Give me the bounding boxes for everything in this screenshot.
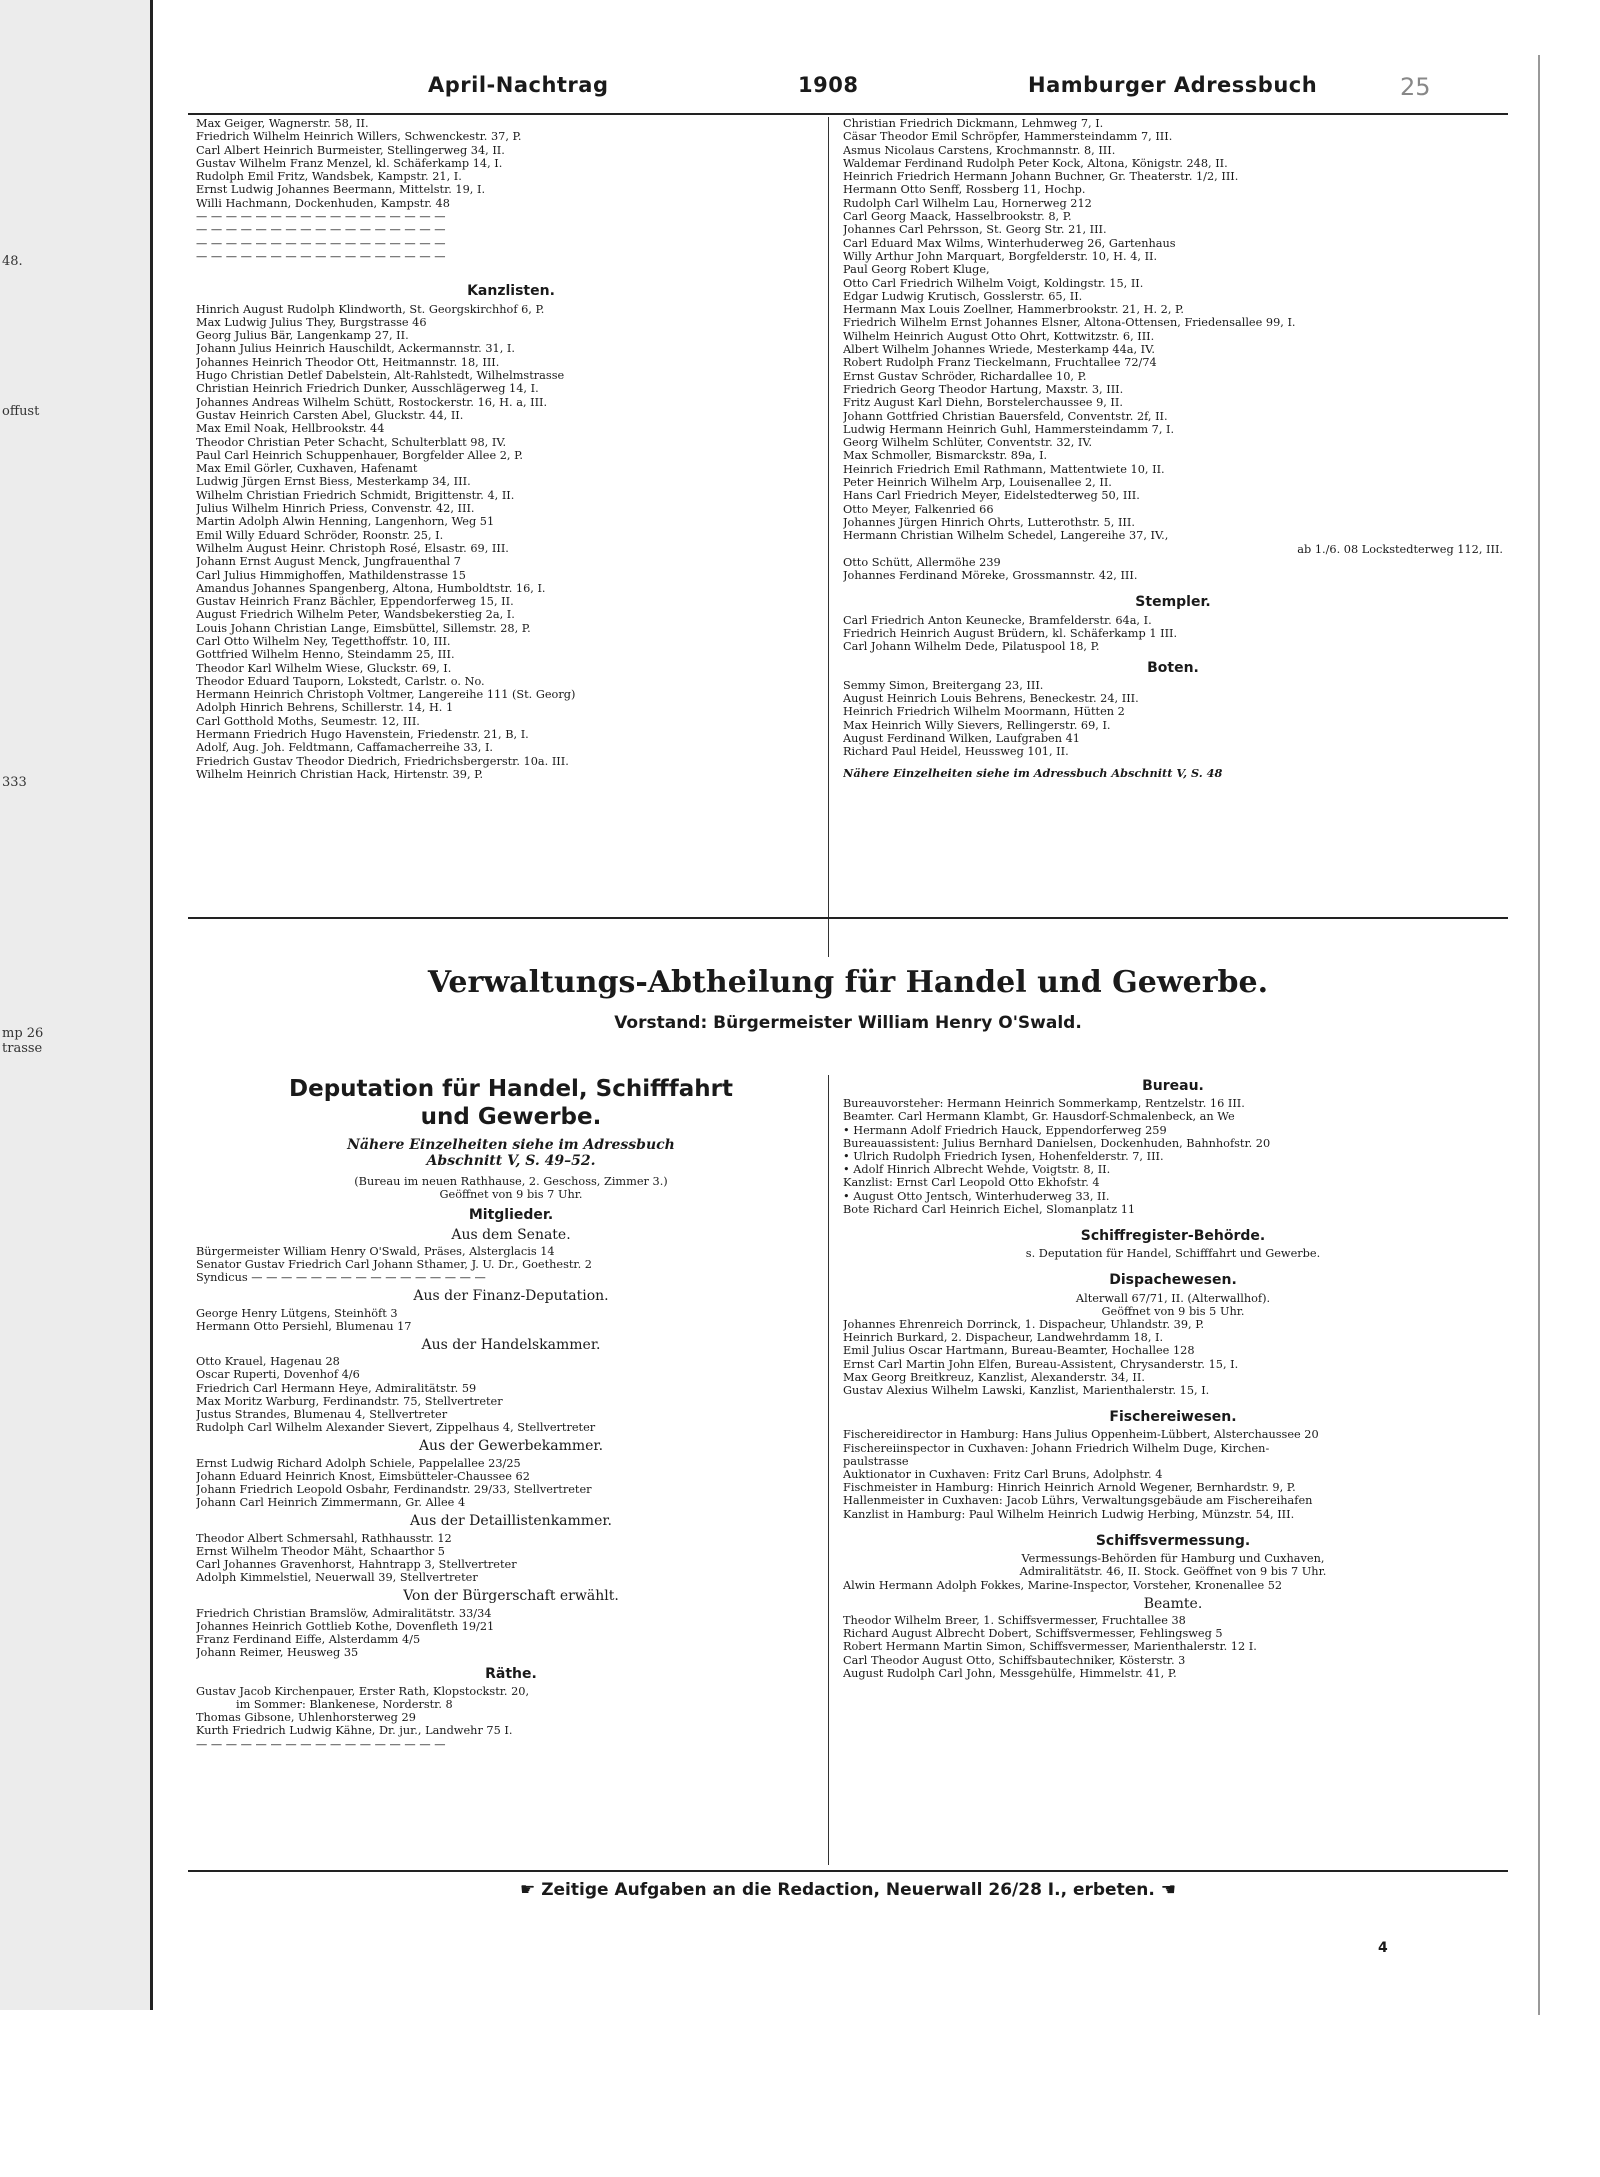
member-group-heading: Von der Bürgerschaft erwählt. [403, 1588, 619, 1605]
list-item: Max Emil Noak, Hellbrookstr. 44 [196, 422, 385, 436]
header-rule [188, 113, 1508, 115]
list-item: Adolph Kimmelstiel, Neuerwall 39, Stellvertreter [196, 1571, 478, 1585]
list-item: August Heinrich Louis Behrens, Beneckestr. 24, III. [843, 692, 1139, 706]
schiffsregister-heading: Schiffregister-Behörde. [1080, 1228, 1266, 1245]
deputation-title: Deputation für Handel, Schifffahrt [289, 1076, 733, 1102]
list-item: Ernst Wilhelm Theodor Mäht, Schaarthor 5 [196, 1544, 445, 1558]
office-location: (Bureau im neuen Rathhause, 2. Geschoss, Zimmer 3.) [354, 1175, 668, 1188]
dispache-heading: Dispachewesen. [1109, 1272, 1237, 1289]
adjacent-page-fragment: offust [2, 404, 40, 419]
list-item: Gustav Jacob Kirchenpauer, Erster Rath, Klopstockstr. 20, [196, 1684, 530, 1698]
list-item: Carl Eduard Max Wilms, Winterhuderweg 26, Gartenhaus [843, 236, 1176, 250]
list-item: Willi Hachmann, Dockenhuden, Kampstr. 48 [196, 196, 450, 210]
list-item: Max Emil Görler, Cuxhaven, Hafenamt [196, 462, 418, 476]
list-item: Hallenmeister in Cuxhaven: Jacob Lührs, Verwaltungsgebäude am Fischereihafen [843, 1494, 1313, 1508]
list-item: Otto Carl Friedrich Wilhelm Voigt, Koldingstr. 15, II. [843, 276, 1144, 290]
list-item: Gustav Wilhelm Franz Menzel, kl. Schäferkamp 14, I. [196, 156, 503, 170]
kanzlisten-heading: Kanzlisten. [467, 283, 555, 300]
list-item: Hermann Otto Persiehl, Blumenau 17 [196, 1319, 412, 1333]
list-item: Max Ludwig Julius They, Burgstrasse 46 [196, 315, 427, 329]
list-item: Johann Carl Heinrich Zimmermann, Gr. Allee 4 [196, 1496, 466, 1510]
dash-line: — — — — — — — — — — — — — — — — — [196, 1737, 446, 1751]
dash-line: — — — — — — — — — — — — — — — — — [196, 223, 446, 237]
bottom-left-column [196, 1075, 826, 1751]
list-item: Friedrich Georg Theodor Hartung, Maxstr. 3, III. [843, 382, 1124, 396]
list-item: Adolf, Aug. Joh. Feldtmann, Caffamacherreihe 33, I. [196, 741, 494, 755]
vermessung-intro: Admiralitätstr. 46, II. Stock. Geöffnet von 9 bis 7 Uhr. [1019, 1565, 1327, 1579]
beamte-list [843, 1614, 1503, 1680]
list-item: Gustav Heinrich Carsten Abel, Gluckstr. 44, II. [196, 408, 464, 422]
list-item: Carl Johannes Gravenhorst, Hahntrapp 3, Stellvertreter [196, 1558, 517, 1572]
section-rule [188, 917, 1508, 919]
top-right-list [843, 117, 1503, 543]
section-title: Verwaltungs-Abtheilung für Handel und Gewerbe. [427, 965, 1269, 1000]
deputation-title-line2: und Gewerbe. [420, 1104, 602, 1130]
list-item: Bureauassistent: Julius Bernhard Danielsen, Dockenhuden, Bahnhofstr. 20 [843, 1136, 1271, 1150]
list-item: August Rudolph Carl John, Messgehülfe, Himmelstr. 41, P. [843, 1666, 1177, 1680]
list-item: Hermann Christian Wilhelm Schedel, Langereihe 37, IV., [843, 529, 1169, 543]
office-hours: Geöffnet von 9 bis 7 Uhr. [439, 1188, 583, 1202]
deputation-reference-line: Nähere Einzelheiten siehe im Adressbuch [347, 1137, 675, 1153]
list-item: Heinrich Friedrich Wilhelm Moormann, Hütten 2 [843, 705, 1125, 719]
list-item: Christian Friedrich Dickmann, Lehmweg 7, I. [843, 117, 1104, 130]
list-item: • Hermann Adolf Friedrich Hauck, Eppendorferweg 259 [843, 1123, 1167, 1137]
list-item: Ernst Carl Martin John Elfen, Bureau-Assistent, Chrysanderstr. 15, I. [843, 1357, 1239, 1371]
list-item: Louis Johann Christian Lange, Eimsbüttel, Sillemstr. 28, P. [196, 621, 531, 635]
header-year: 1908 [798, 73, 859, 97]
list-item: Wilhelm Heinrich August Otto Ohrt, Kottwitzstr. 6, III. [843, 329, 1155, 343]
list-item: Johann Julius Heinrich Hauschildt, Ackermannstr. 31, I. [196, 342, 515, 356]
list-item: Johannes Andreas Wilhelm Schütt, Rostockerstr. 16, H. a, III. [196, 395, 548, 409]
list-item: Friedrich Carl Hermann Heye, Admiralitätstr. 59 [196, 1381, 477, 1395]
list-item: • Ulrich Rudolph Friedrich Iysen, Hohenfelderstr. 7, III. [843, 1150, 1164, 1164]
list-item: Theodor Karl Wilhelm Wiese, Gluckstr. 69, I. [196, 661, 452, 675]
list-item: Theodor Wilhelm Breer, 1. Schiffsvermesser, Fruchtallee 38 [843, 1613, 1186, 1627]
dispache-hours: Geöffnet von 9 bis 5 Uhr. [1101, 1304, 1245, 1318]
list-item: George Henry Lütgens, Steinhöft 3 [196, 1306, 398, 1320]
kanzlisten-list [196, 303, 826, 782]
list-item: • Adolf Hinrich Albrecht Wehde, Voigtstr. 8, II. [843, 1163, 1111, 1177]
list-item: Johannes Heinrich Theodor Ott, Heitmannstr. 18, III. [196, 355, 500, 369]
list-item: Ernst Gustav Schröder, Richardallee 10, P. [843, 369, 1087, 383]
list-item: Johann Eduard Heinrich Knost, Eimsbütteler-Chaussee 62 [196, 1469, 530, 1483]
dash-line: — — — — — — — — — — — — — — — — — [196, 249, 446, 263]
list-item: Robert Rudolph Franz Tieckelmann, Fruchtallee 72/74 [843, 356, 1157, 370]
dash-line: — — — — — — — — — — — — — — — — — [196, 210, 446, 224]
list-item: paulstrasse [843, 1454, 909, 1468]
list-item: Kanzlist in Hamburg: Paul Wilhelm Heinrich Ludwig Herbing, Münzstr. 54, III. [843, 1507, 1295, 1521]
list-item: Cäsar Theodor Emil Schröpfer, Hammersteindamm 7, III. [843, 130, 1173, 144]
list-item: Johann Friedrich Leopold Osbahr, Ferdinandstr. 29/33, Stellvertreter [196, 1483, 592, 1497]
list-item: Carl Johann Wilhelm Dede, Pilatuspool 18, P. [843, 640, 1100, 654]
list-item: Hermann Max Louis Zoellner, Hammerbrookstr. 21, H. 2, P. [843, 303, 1184, 317]
list-item: August Ferdinand Wilken, Laufgraben 41 [843, 732, 1080, 746]
vermessung-head: Alwin Hermann Adolph Fokkes, Marine-Inspector, Vorsteher, Kronenallee 52 [843, 1578, 1283, 1592]
deputation-reference [196, 1137, 826, 1169]
list-item: Friedrich Wilhelm Heinrich Willers, Schwenckestr. 37, P. [196, 130, 522, 144]
running-header [158, 73, 1538, 109]
schiffsregister-note: s. Deputation für Handel, Schifffahrt und Gewerbe. [1025, 1247, 1321, 1261]
boten-heading: Boten. [1147, 659, 1199, 676]
column-divider [828, 117, 829, 957]
list-item: Bürgermeister William Henry O'Swald, Präses, Alsterglacis 14 [196, 1244, 555, 1258]
member-group-heading: Aus dem Senate. [451, 1226, 571, 1243]
deputation-reference-line: Abschnitt V, S. 49–52. [426, 1153, 596, 1169]
fischerei-heading: Fischereiwesen. [1109, 1409, 1237, 1426]
list-item: Johannes Heinrich Gottlieb Kothe, Dovenfleth 19/21 [196, 1619, 495, 1633]
list-item: Max Schmoller, Bismarckstr. 89a, I. [843, 449, 1048, 463]
adjacent-page-fragment: 333 [2, 775, 27, 790]
list-item: Senator Gustav Friedrich Carl Johann Sthamer, J. U. Dr., Goethestr. 2 [196, 1258, 592, 1272]
list-item: Carl Gotthold Moths, Seumestr. 12, III. [196, 714, 420, 728]
list-item: Paul Georg Robert Kluge, [843, 263, 990, 277]
list-item: Paul Carl Heinrich Schuppenhauer, Borgfelder Allee 2, P. [196, 448, 524, 462]
adjacent-page-edge [0, 0, 153, 2010]
pencil-page-mark: 25 [1400, 73, 1431, 101]
member-group-heading: Aus der Detaillistenkammer. [410, 1513, 612, 1530]
bottom-right-column [843, 1080, 1503, 1680]
dispache-list [843, 1318, 1503, 1397]
list-item: Kanzlist: Ernst Carl Leopold Otto Ekhofstr. 4 [843, 1176, 1100, 1190]
vermessung-intro: Vermessungs-Behörden für Hamburg und Cuxhaven, [1021, 1552, 1325, 1566]
list-item: Amandus Johannes Spangenberg, Altona, Humboldtstr. 16, I. [196, 581, 546, 595]
list-item: Georg Wilhelm Schlüter, Conventstr. 32, IV. [843, 436, 1093, 450]
list-item: Carl Julius Himmighoffen, Mathildenstrasse 15 [196, 568, 466, 582]
list-item: Theodor Eduard Tauporn, Lokstedt, Carlstr. o. No. [196, 674, 485, 688]
list-item: Max Moritz Warburg, Ferdinandstr. 75, Stellvertreter [196, 1394, 503, 1408]
list-item: Wilhelm August Heinr. Christoph Rosé, Elsastr. 69, III. [196, 541, 509, 555]
list-item: Johann Reimer, Heusweg 35 [196, 1646, 359, 1660]
page-number: 4 [1378, 1940, 1388, 1956]
bureau-list [843, 1097, 1503, 1216]
list-item: Hermann Otto Senff, Rossberg 11, Hochp. [843, 183, 1086, 197]
list-item: Martin Adolph Alwin Henning, Langenhorn, Weg 51 [196, 515, 495, 529]
list-item: Rudolph Emil Fritz, Wandsbek, Kampstr. 21, I. [196, 170, 462, 184]
member-groups [196, 1226, 826, 1660]
list-item: Willy Arthur John Marquart, Borgfelderstr. 10, H. 4, II. [843, 249, 1158, 263]
list-item: Semmy Simon, Breitergang 23, III. [843, 678, 1044, 692]
list-item: Edgar Ludwig Krutisch, Gosslerstr. 65, II. [843, 289, 1083, 303]
list-item: Max Heinrich Willy Sievers, Rellingerstr. 69, I. [843, 718, 1111, 732]
list-item: Peter Heinrich Wilhelm Arp, Louisenallee 2, II. [843, 476, 1112, 490]
raethe-heading: Räthe. [485, 1665, 537, 1682]
top-left-column [196, 117, 826, 781]
list-item: Thomas Gibsone, Uhlenhorsterweg 29 [196, 1711, 416, 1725]
bureau-heading: Bureau. [1142, 1078, 1204, 1094]
list-item: Hermann Friedrich Hugo Havenstein, Friedenstr. 21, B, I. [196, 728, 529, 742]
stempler-heading: Stempler. [1135, 594, 1211, 611]
list-item: Fischereidirector in Hamburg: Hans Julius Oppenheim-Lübbert, Alsterchaussee 20 [843, 1428, 1319, 1442]
list-item: Johannes Ehrenreich Dorrinck, 1. Dispacheur, Uhlandstr. 39, P. [843, 1318, 1205, 1332]
list-item: Friedrich Christian Bramslöw, Admiralitätstr. 33/34 [196, 1606, 492, 1620]
header-left: April-Nachtrag [428, 73, 609, 97]
list-item: Rudolph Carl Wilhelm Lau, Hornerweg 212 [843, 196, 1092, 210]
list-item: Richard Paul Heidel, Heussweg 101, II. [843, 745, 1069, 759]
list-item: Robert Hermann Martin Simon, Schiffsvermesser, Marienthalerstr. 12 I. [843, 1640, 1257, 1654]
list-item: Carl Otto Wilhelm Ney, Tegetthoffstr. 10, III. [196, 634, 451, 648]
list-item: Johannes Carl Pehrsson, St. Georg Str. 21, III. [843, 223, 1107, 237]
list-item: Richard August Albrecht Dobert, Schiffsvermesser, Fehlingsweg 5 [843, 1627, 1223, 1641]
list-item: Beamter. Carl Hermann Klambt, Gr. Hausdorf-Schmalenbeck, an We [843, 1110, 1235, 1124]
list-item: • August Otto Jentsch, Winterhuderweg 33, II. [843, 1189, 1110, 1203]
list-item: Johannes Ferdinand Möreke, Grossmannstr. 42, III. [843, 569, 1138, 583]
list-item: August Friedrich Wilhelm Peter, Wandsbekerstieg 2a, I. [196, 608, 515, 622]
top-right-column [843, 117, 1503, 780]
reference-note: Nähere Einzelheiten siehe im Adressbuch Abschnitt V, S. 48 [843, 766, 1223, 780]
list-item: Heinrich Burkard, 2. Dispacheur, Landwehrdamm 18, I. [843, 1331, 1164, 1345]
list-item: Johann Ernst August Menck, Jungfrauenthal 7 [196, 555, 461, 569]
list-item: Syndicus — — — — — — — — — — — — — — — — [196, 1271, 486, 1285]
list-item-continuation: ab 1./6. 08 Lockstedterweg 112, III. [1297, 542, 1503, 556]
dispache-address: Alterwall 67/71, II. (Alterwallhof). [1075, 1291, 1271, 1305]
list-item: Otto Schütt, Allermöhe 239 [843, 555, 1001, 569]
list-item: Max Geiger, Wagnerstr. 58, II. [196, 117, 369, 130]
list-item: Carl Friedrich Anton Keunecke, Bramfelderstr. 64a, I. [843, 613, 1152, 627]
list-item: Ernst Ludwig Johannes Beermann, Mittelstr. 19, I. [196, 183, 486, 197]
list-item: Heinrich Friedrich Emil Rathmann, Mattentwiete 10, II. [843, 462, 1165, 476]
list-item: Fischmeister in Hamburg: Hinrich Heinrich Arnold Wegener, Bernhardstr. 9, P. [843, 1481, 1296, 1495]
list-item: Ludwig Hermann Heinrich Guhl, Hammersteindamm 7, I. [843, 422, 1175, 436]
list-item: Hans Carl Friedrich Meyer, Eidelstedterweg 50, III. [843, 489, 1140, 503]
list-item: Wilhelm Christian Friedrich Schmidt, Brigittenstr. 4, II. [196, 488, 515, 502]
section-board: Vorstand: Bürgermeister William Henry O'Swald. [614, 1013, 1082, 1033]
list-item: Gustav Heinrich Franz Bächler, Eppendorferweg 15, II. [196, 595, 514, 609]
list-item: Carl Georg Maack, Hasselbrookstr. 8, P. [843, 210, 1072, 224]
list-item: Kurth Friedrich Ludwig Kähne, Dr. jur., Landwehr 75 I. [196, 1724, 513, 1738]
list-item: Julius Wilhelm Hinrich Priess, Convenstr. 42, III. [196, 502, 475, 516]
list-item: Albert Wilhelm Johannes Wriede, Mesterkamp 44a, IV. [843, 343, 1155, 357]
beamte-heading: Beamte. [1143, 1595, 1203, 1612]
footer-rule [188, 1870, 1508, 1872]
vermessung-heading: Schiffsvermessung. [1095, 1532, 1251, 1549]
list-item: Johann Gottfried Christian Bauersfeld, Conventstr. 2f, II. [843, 409, 1168, 423]
list-item: Gustav Alexius Wilhelm Lawski, Kanzlist, Marienthalerstr. 15, I. [843, 1384, 1210, 1398]
list-item: Emil Julius Oscar Hartmann, Bureau-Beamter, Hochallee 128 [843, 1344, 1195, 1358]
list-item: Theodor Albert Schmersahl, Rathhausstr. 12 [196, 1531, 452, 1545]
list-item: Hermann Heinrich Christoph Voltmer, Langereihe 111 (St. Georg) [196, 688, 576, 702]
adjacent-page-fragment: trasse [2, 1041, 43, 1056]
list-item: Ludwig Jürgen Ernst Biess, Mesterkamp 34, III. [196, 475, 471, 489]
list-item: Otto Meyer, Falkenried 66 [843, 502, 994, 516]
list-item: Friedrich Wilhelm Ernst Johannes Elsner, Altona-Ottensen, Friedensallee 99, I. [843, 316, 1296, 330]
list-item: Carl Albert Heinrich Burmeister, Stellingerweg 34, II. [196, 143, 505, 157]
header-right: Hamburger Adressbuch [1028, 73, 1318, 97]
column-divider [828, 1075, 829, 1865]
list-item: Waldemar Ferdinand Rudolph Peter Kock, Altona, Königstr. 248, II. [843, 156, 1228, 170]
list-item: Oscar Ruperti, Dovenhof 4/6 [196, 1368, 360, 1382]
list-item: Johannes Jürgen Hinrich Ohrts, Lutterothstr. 5, III. [843, 515, 1135, 529]
list-item: Adolph Hinrich Behrens, Schillerstr. 14, H. 1 [196, 701, 454, 715]
list-item: Friedrich Gustav Theodor Diedrich, Friedrichsbergerstr. 10a. III. [196, 754, 569, 768]
list-item: Franz Ferdinand Eiffe, Alsterdamm 4/5 [196, 1633, 421, 1647]
dash-line: — — — — — — — — — — — — — — — — — [196, 236, 446, 250]
list-item: Max Georg Breitkreuz, Kanzlist, Alexanderstr. 34, II. [843, 1370, 1145, 1384]
member-group-heading: Aus der Handelskammer. [421, 1337, 601, 1354]
list-item: Gottfried Wilhelm Henno, Steindamm 25, III. [196, 648, 455, 662]
list-item: im Sommer: Blankenese, Norderstr. 8 [236, 1697, 453, 1711]
list-item: Heinrich Friedrich Hermann Johann Buchner, Gr. Theaterstr. 1/2, III. [843, 170, 1239, 184]
member-group-heading: Aus der Finanz-Deputation. [413, 1288, 609, 1305]
list-item: Theodor Christian Peter Schacht, Schulterblatt 98, IV. [196, 435, 507, 449]
adjacent-page-fragment: mp 26 [2, 1026, 44, 1041]
directory-page [158, 55, 1540, 2015]
list-item: Asmus Nicolaus Carstens, Krochmannstr. 8, III. [843, 143, 1116, 157]
list-item: Justus Strandes, Blumenau 4, Stellvertreter [196, 1408, 448, 1422]
list-item: Friedrich Heinrich August Brüdern, kl. Schäferkamp 1 III. [843, 626, 1178, 640]
list-item: Fritz August Karl Diehn, Borstelerchaussee 9, II. [843, 396, 1123, 410]
list-item: Georg Julius Bär, Langenkamp 27, II. [196, 329, 409, 343]
list-item: Otto Krauel, Hagenau 28 [196, 1355, 340, 1369]
fischerei-list [843, 1428, 1503, 1520]
list-item: Rudolph Carl Wilhelm Alexander Sievert, Zippelhaus 4, Stellvertreter [196, 1421, 596, 1435]
list-item: Hinrich August Rudolph Klindworth, St. Georgskirchhof 6, P. [196, 302, 545, 316]
list-item: Christian Heinrich Friedrich Dunker, Ausschlägerweg 14, I. [196, 382, 539, 396]
list-item: Auktionator in Cuxhaven: Fritz Carl Bruns, Adolphstr. 4 [843, 1468, 1163, 1482]
list-item: Fischereiinspector in Cuxhaven: Johann Friedrich Wilhelm Duge, Kirchen- [843, 1441, 1270, 1455]
list-item: Hugo Christian Detlef Dabelstein, Alt-Rahlstedt, Wilhelmstrasse [196, 369, 565, 383]
list-item: Bureauvorsteher: Hermann Heinrich Sommerkamp, Rentzelstr. 16 III. [843, 1097, 1245, 1111]
list-item: Wilhelm Heinrich Christian Hack, Hirtenstr. 39, P. [196, 767, 484, 781]
member-group-heading: Aus der Gewerbekammer. [418, 1438, 604, 1455]
footer-notice: ☛ Zeitige Aufgaben an die Redaction, Neuerwall 26/28 I., erbeten. ☚ [520, 1880, 1176, 1900]
list-item: Bote Richard Carl Heinrich Eichel, Slomanplatz 11 [843, 1202, 1136, 1216]
members-heading: Mitglieder. [468, 1207, 554, 1224]
adjacent-page-fragment: 48. [2, 254, 23, 269]
list-item: Carl Theodor August Otto, Schiffsbautechniker, Kösterstr. 3 [843, 1653, 1186, 1667]
list-item: Emil Willy Eduard Schröder, Roonstr. 25, I. [196, 528, 444, 542]
list-item: Ernst Ludwig Richard Adolph Schiele, Pappelallee 23/25 [196, 1456, 521, 1470]
